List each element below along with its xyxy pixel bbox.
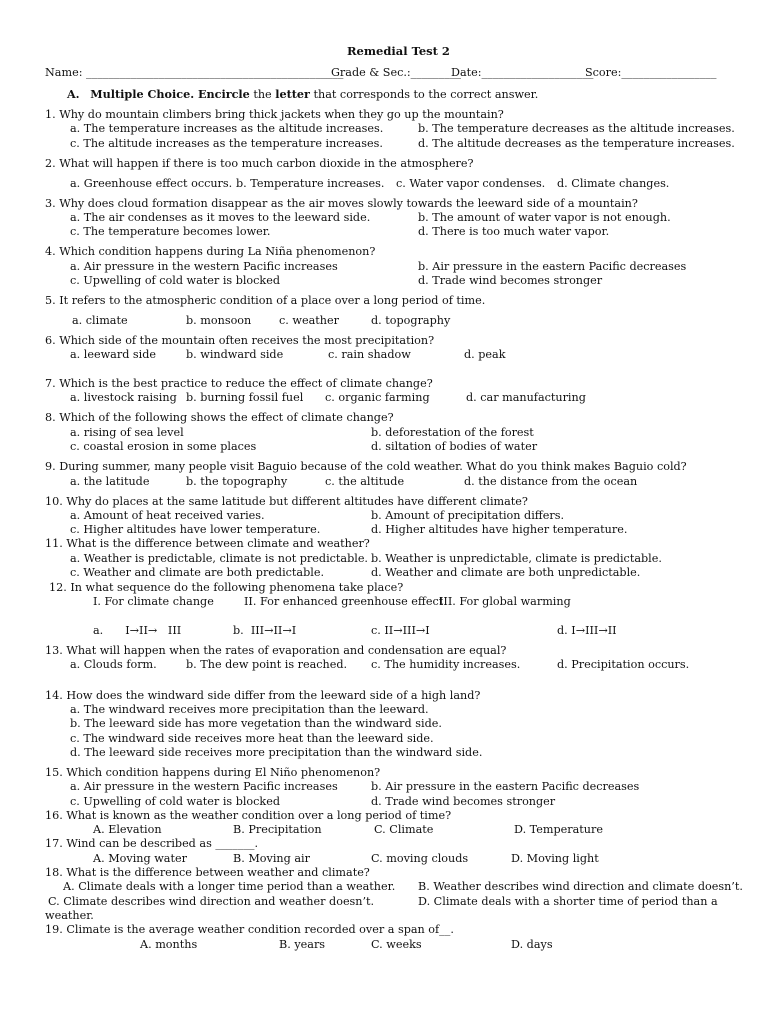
arrow-icon: →	[282, 624, 292, 637]
question-18-option-d-continued: weather.	[45, 909, 94, 922]
question-2-option-a[interactable]: a. Greenhouse effect occurs.	[70, 177, 233, 190]
question-6-stem: 6. Which side of the mountain often receives the most precipitation?	[45, 334, 435, 347]
question-3-option-b[interactable]: b. The amount of water vapor is not enough.	[418, 211, 671, 224]
arrow-icon: →	[129, 624, 140, 637]
question-15-option-a[interactable]: a. Air pressure in the western Pacific increases	[70, 780, 338, 793]
question-16-stem: 16. What is known as the weather condition over a long period of time?	[45, 809, 452, 822]
section-a-mid: the	[249, 88, 276, 101]
question-16-option-d[interactable]: D. Temperature	[514, 823, 603, 836]
question-15-stem: 15. Which condition happens during El Niño phenomenon?	[45, 766, 381, 779]
arrow-icon: →	[415, 624, 426, 637]
question-15-option-c[interactable]: c. Upwelling of cold water is blocked	[70, 795, 280, 808]
question-3-option-c[interactable]: c. The temperature becomes lower.	[70, 225, 271, 238]
name-field-label: Name: ______________________________________________	[45, 66, 344, 79]
question-7-option-a[interactable]: a. livestock raising	[70, 391, 177, 404]
seq-item: I	[125, 624, 130, 637]
question-1-stem: 1. Why do mountain climbers bring thick jackets when they go up the mountain?	[45, 108, 504, 121]
question-12-item-1: I. For climate change	[93, 595, 214, 608]
question-14-option-b[interactable]: b. The leeward side has more vegetation than the windward side.	[70, 717, 442, 730]
question-5-option-c[interactable]: c. weather	[279, 314, 339, 327]
question-13-option-d[interactable]: d. Precipitation occurs.	[557, 658, 690, 671]
seq-item: III	[167, 624, 182, 637]
question-12-item-3: III. For global warming	[439, 595, 571, 608]
question-15-option-b[interactable]: b. Air pressure in the eastern Pacific decreases	[371, 780, 640, 793]
question-10-option-b[interactable]: b. Amount of precipitation differs.	[371, 509, 564, 522]
section-a-bold: Multiple Choice. Encircle	[90, 87, 250, 101]
question-3-stem: 3. Why does cloud formation disappear as the air moves slowly towards the leeward side of a mountain?	[45, 197, 638, 210]
question-12-item-2: II. For enhanced greenhouse effect	[244, 595, 444, 608]
question-12-option-a[interactable]	[93, 624, 181, 637]
seq-item: I	[425, 624, 430, 637]
question-8-option-b[interactable]: b. deforestation of the forest	[371, 426, 534, 439]
question-17-option-b[interactable]: B. Moving air	[233, 852, 310, 865]
question-7-option-b[interactable]: b. burning fossil fuel	[186, 391, 304, 404]
question-2-option-d[interactable]: d. Climate changes.	[557, 177, 670, 190]
question-4-option-d[interactable]: d. Trade wind becomes stronger	[418, 274, 603, 287]
question-11-stem: 11. What is the difference between climate and weather?	[45, 537, 370, 550]
seq-item: I	[571, 624, 576, 637]
question-12-option-b[interactable]	[233, 624, 296, 637]
question-1-option-d[interactable]: d. The altitude decreases as the temperature increases.	[418, 137, 735, 150]
question-2-stem: 2. What will happen if there is too much carbon dioxide in the atmosphere?	[45, 157, 474, 170]
question-5-option-b[interactable]: b. monsoon	[186, 314, 252, 327]
question-10-option-c[interactable]: c. Higher altitudes have lower temperature.	[70, 523, 321, 536]
question-16-option-a[interactable]: A. Elevation	[93, 823, 162, 836]
question-14-option-a[interactable]: a. The windward receives more precipitation than the leeward.	[70, 703, 429, 716]
question-1-option-b[interactable]: b. The temperature decreases as the altitude increases.	[418, 122, 735, 135]
seq-item: III	[585, 624, 599, 637]
question-18-stem: 18. What is the difference between weather and climate?	[45, 866, 370, 879]
grade-field-label: Grade & Sec.:_________	[331, 66, 462, 79]
question-4-option-b[interactable]: b. Air pressure in the eastern Pacific decreases	[418, 260, 687, 273]
seq-item: III	[402, 624, 416, 637]
question-5-option-a[interactable]: a. climate	[72, 314, 128, 327]
question-4-option-a[interactable]: a. Air pressure in the western Pacific increases	[70, 260, 338, 273]
question-9-option-a[interactable]: a. the latitude	[70, 475, 150, 488]
question-9-option-b[interactable]: b. the topography	[186, 475, 288, 488]
seq-item: II	[139, 624, 148, 637]
seq-item: III	[250, 624, 265, 637]
arrow-icon: →	[393, 624, 403, 637]
question-19-option-b[interactable]: B. years	[279, 938, 326, 951]
arrow-icon: →	[575, 624, 586, 637]
page-title: Remedial Test 2	[347, 44, 450, 58]
question-17-option-d[interactable]: D. Moving light	[511, 852, 599, 865]
question-13-stem: 13. What will happen when the rates of evaporation and condensation are equal?	[45, 644, 507, 657]
question-14-option-d[interactable]: d. The leeward side receives more precipitation than the windward side.	[70, 746, 483, 759]
question-11-option-b[interactable]: b. Weather is unpredictable, climate is predictable.	[371, 552, 662, 565]
question-18-option-a[interactable]: A. Climate deals with a longer time period than a weather.	[63, 880, 396, 893]
question-14-option-c[interactable]: c. The windward side receives more heat than the leeward side.	[70, 732, 434, 745]
question-16-option-b[interactable]: B. Precipitation	[233, 823, 322, 836]
question-17-stem: 17. Wind can be described as _______.	[45, 837, 259, 850]
question-16-option-c[interactable]: C. Climate	[374, 823, 434, 836]
option-letter: b.	[233, 624, 244, 637]
question-13-option-a[interactable]: a. Clouds form.	[70, 658, 157, 671]
date-field-label: Date:____________________	[451, 66, 594, 79]
question-14-stem: 14. How does the windward side differ from the leeward side of a high land?	[45, 689, 481, 702]
question-9-stem: 9. During summer, many people visit Baguio because of the cold weather. What do you think makes Baguio cold?	[45, 460, 687, 473]
question-6-option-d[interactable]: d. peak	[464, 348, 506, 361]
question-2-option-c[interactable]: c. Water vapor condenses.	[396, 177, 546, 190]
question-12-stem: 12. In what sequence do the following phenomena take place?	[49, 581, 404, 594]
option-letter: a.	[93, 624, 104, 637]
question-15-option-d[interactable]: d. Trade wind becomes stronger	[371, 795, 556, 808]
question-7-option-d[interactable]: d. car manufacturing	[466, 391, 586, 404]
question-11-option-d[interactable]: d. Weather and climate are both unpredictable.	[371, 566, 641, 579]
question-3-option-a[interactable]: a. The air condenses as it moves to the leeward side.	[70, 211, 371, 224]
seq-item: I	[291, 624, 297, 637]
question-1-option-c[interactable]: c. The altitude increases as the temperature increases.	[70, 137, 383, 150]
question-12-option-c[interactable]	[371, 624, 430, 637]
question-9-option-d[interactable]: d. the distance from the ocean	[464, 475, 638, 488]
seq-item: II	[384, 624, 394, 637]
question-11-option-c[interactable]: c. Weather and climate are both predictable.	[70, 566, 325, 579]
arrow-icon: →	[264, 624, 274, 637]
question-8-option-c[interactable]: c. coastal erosion in some places	[70, 440, 257, 453]
question-18-option-d[interactable]: D. Climate deals with a shorter time of period than a	[418, 895, 718, 908]
question-19-option-c[interactable]: C. weeks	[371, 938, 422, 951]
question-6-option-a[interactable]: a. leeward side	[70, 348, 157, 361]
option-letter: d.	[557, 624, 568, 637]
section-a-instruction	[67, 88, 538, 101]
question-13-option-b[interactable]: b. The dew point is reached.	[186, 658, 348, 671]
arrow-icon: →	[598, 624, 608, 637]
question-19-stem: 19. Climate is the average weather condition recorded over a span of__.	[45, 923, 454, 936]
question-10-option-a[interactable]: a. Amount of heat received varies.	[70, 509, 265, 522]
question-12-option-d[interactable]	[557, 624, 617, 637]
question-1-option-a[interactable]: a. The temperature increases as the altitude increases.	[70, 122, 384, 135]
question-18-option-c[interactable]: C. Climate describes wind direction and weather doesn’t.	[48, 895, 375, 908]
option-letter: c.	[371, 624, 381, 637]
section-a-letter: A.	[67, 87, 80, 101]
question-6-option-b[interactable]: b. windward side	[186, 348, 284, 361]
question-5-stem: 5. It refers to the atmospheric condition of a place over a long period of time.	[45, 294, 486, 307]
question-17-option-a[interactable]: A. Moving water	[93, 852, 187, 865]
question-11-option-a[interactable]: a. Weather is predictable, climate is not predictable.	[70, 552, 368, 565]
question-10-stem: 10. Why do places at the same latitude but different altitudes have different climate?	[45, 495, 528, 508]
seq-item: II	[607, 624, 617, 637]
question-8-option-a[interactable]: a. rising of sea level	[70, 426, 184, 439]
question-4-option-c[interactable]: c. Upwelling of cold water is blocked	[70, 274, 280, 287]
question-10-option-d[interactable]: d. Higher altitudes have higher temperature.	[371, 523, 628, 536]
question-7-stem: 7. Which is the best practice to reduce the effect of climate change?	[45, 377, 433, 390]
question-3-option-d[interactable]: d. There is too much water vapor.	[418, 225, 610, 238]
question-7-option-c[interactable]: c. organic farming	[325, 391, 430, 404]
question-2-option-b[interactable]: b. Temperature increases.	[236, 177, 385, 190]
section-a-bold2: letter	[275, 87, 310, 101]
section-a-rest: that corresponds to the correct answer.	[309, 88, 539, 101]
question-8-stem: 8. Which of the following shows the effect of climate change?	[45, 411, 394, 424]
question-19-option-a[interactable]: A. months	[140, 938, 198, 951]
question-8-option-d[interactable]: d. siltation of bodies of water	[371, 440, 538, 453]
question-9-option-c[interactable]: c. the altitude	[325, 475, 405, 488]
arrow-icon: →	[147, 624, 158, 637]
question-19-option-d[interactable]: D. days	[511, 938, 553, 951]
question-13-option-c[interactable]: c. The humidity increases.	[371, 658, 521, 671]
seq-item: II	[273, 624, 283, 637]
question-6-option-c[interactable]: c. rain shadow	[328, 348, 411, 361]
question-18-option-b[interactable]: B. Weather describes wind direction and climate doesn’t.	[418, 880, 743, 893]
question-5-option-d[interactable]: d. topography	[371, 314, 451, 327]
question-4-stem: 4. Which condition happens during La Niña phenomenon?	[45, 245, 376, 258]
score-field-label: Score:_________________	[585, 66, 717, 79]
question-17-option-c[interactable]: C. moving clouds	[371, 852, 469, 865]
